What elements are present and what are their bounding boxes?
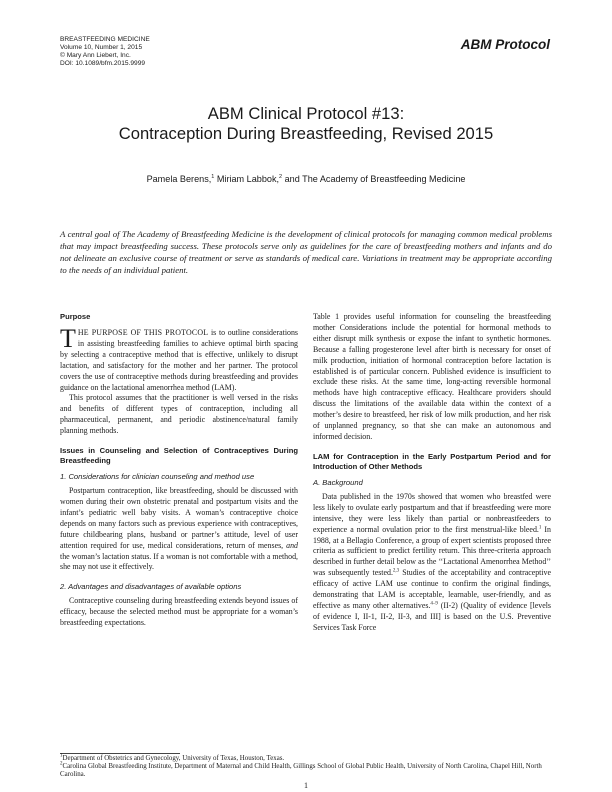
protocol-label: ABM Protocol	[460, 37, 550, 52]
purpose-heading: Purpose	[60, 312, 91, 321]
footnote-text: Carolina Global Breastfeeding Institute, Department of Maternal and Child Health, Gillings School of Global Public Health, University of North Carolina, Chapel Hill, North Carolina.	[60, 763, 542, 779]
text-run: the woman’s lactation status. If a woman is not comfortable with a method, she may not use it effectively.	[60, 551, 298, 572]
text-run: (II-2) (Quality of evidence [levels of evidence I, II-1, II-2, II-3, and III] is based on the U.S. Preventive Services Task Force	[313, 600, 552, 632]
issues-heading: Issues in Counseling and Selection of Contraceptives During Breastfeeding	[60, 446, 298, 466]
page-number: 1	[304, 781, 308, 790]
affiliation-mark: 1	[211, 173, 215, 180]
footnote-text: Department of Obstetrics and Gynecology, University of Texas, Houston, Texas.	[62, 755, 285, 762]
background-paragraph	[313, 492, 551, 634]
footnote-1	[60, 755, 552, 763]
footnote-mark: 1	[60, 753, 63, 759]
affiliation-mark: 2	[279, 173, 283, 180]
author-list	[0, 174, 612, 184]
subsection-2-heading: 2. Advantages and disadvantages of available options	[60, 582, 242, 592]
emphasis: and	[286, 540, 298, 550]
text-run: Data published in the 1970s showed that women who breastfed were less likely to ovulate early postpartum and that if breastfeeding were more intensive, they were less likely than partial or nonbreastfeeders to experience a normal ovulation prior to the first menstrual-like bleed.	[313, 491, 551, 534]
text-run: Studies of the acceptability and contraceptive efficacy of active LAM use continue to confirm the original findings, demonstrating that LAM is acceptable, learnable, user-friendly, and as effective as many other alternatives.	[313, 568, 552, 610]
subsection-1-paragraph	[60, 486, 298, 573]
text-run: In 1988, at a Bellagio Conference, a group of expert scientists proposed three criteria as sufficient to predict fertility return. This three-criteria approach described in further detail below as the ‘‘Lactational Amenorrhea Method’’ was subsequently tested.	[313, 524, 551, 578]
citation-mark: 4–9	[430, 601, 438, 607]
subsection-1-heading: 1. Considerations for clinician counseling and method use	[60, 472, 255, 482]
journal-name: BREASTFEEDING MEDICINE	[60, 36, 150, 43]
table-1-paragraph: Table 1 provides useful information for counseling the breastfeeding mother Considerations include the potential for hormonal methods to either disrupt milk synthesis or expose the infant to synthetic hormones. Because a falling progesterone level after birth is necessary for onset of milk production, initiation of hormonal contraception before lactation is established is of particular concern. Published evidence is insufficient to exclude these risks. At the same time, long-acting reversible hormonal methods have high contraceptive efficacy. Healthcare providers should discuss the limitations of the available data within the context of a mother’s desire to breastfeed, her risk of low milk production, and her risk of unplanned pregnancy, so that she can make an autonomous and informed decision.	[313, 312, 551, 441]
journal-copyright: © Mary Ann Liebert, Inc.	[60, 52, 131, 60]
lam-heading: LAM for Contraception in the Early Postpartum Period and for Introduction of Other Methods	[313, 451, 551, 471]
title-line-2: Contraception During Breastfeeding, Revised 2015	[118, 124, 494, 143]
author-labbok: Miriam Labbok,	[214, 174, 280, 184]
purpose-paragraph-1	[60, 324, 298, 393]
purpose-lead: HE PURPOSE OF THIS PROTOCOL	[77, 328, 209, 337]
purpose-paragraph-2: This protocol assumes that the practitioner is well versed in the risks and benefits of different types of contraception, including all pharmaceutical, permanent, and periodic abstinence/natural family planning methods.	[60, 393, 298, 436]
purpose-text: is to outline considerations in assisting breastfeeding families to achieve optimal birth spacing by selecting a contraceptive method that is effective, unlikely to disrupt lactation, and satisfactory for the mother and her partner. The protocol covers the use of contraceptive methods during breastfeeding and provides guidance on the lactational amenorrhea method (LAM).	[60, 328, 298, 392]
left-column	[60, 312, 298, 629]
citation-mark: 1	[538, 524, 542, 530]
subsection-2-paragraph: Contraceptive counseling during breastfeeding extends beyond issues of efficacy, because the selected method must be appropriate for a woman’s breastfeeding expectations.	[60, 596, 298, 628]
journal-volume: Volume 10, Number 1, 2015	[60, 44, 143, 52]
footnote-rule	[60, 753, 180, 754]
citation-mark: 2,3	[392, 568, 400, 574]
background-heading: A. Background	[313, 477, 363, 487]
footnotes	[60, 755, 552, 780]
footnote-mark: 2	[60, 761, 63, 767]
journal-header	[60, 36, 150, 68]
footnote-2	[60, 763, 552, 779]
drop-cap: T	[60, 324, 76, 353]
author-abm: and The Academy of Breastfeeding Medicine	[282, 174, 466, 184]
text-run: Postpartum contraception, like breastfeeding, should be discussed with women during their own obstetric prenatal and postpartum visits and the infant’s pediatric well baby visits. A woman’s contraceptive choice depends on many factors such as previous experience with contraceptives, future childbearing plans, husband or partner’s attitude, level of user attention required for use, medical considerations, return of menses,	[60, 486, 298, 550]
right-column	[313, 312, 551, 634]
abstract: A central goal of The Academy of Breastfeeding Medicine is the development of clinical protocols for managing common medical problems that may impact breastfeeding success. These protocols serve only as guidelines for the care of breastfeeding mothers and infants and do not delineate an exclusive course of treatment or serve as standards of medical care. Variations in treatment may be appropriate according to the needs of an individual patient.	[60, 229, 552, 276]
author-berens: Pamela Berens,	[146, 174, 212, 184]
title-line-1: ABM Clinical Protocol #13:	[207, 104, 405, 123]
paper-title	[0, 104, 612, 144]
journal-doi: DOI: 10.1089/bfm.2015.9999	[60, 60, 146, 68]
